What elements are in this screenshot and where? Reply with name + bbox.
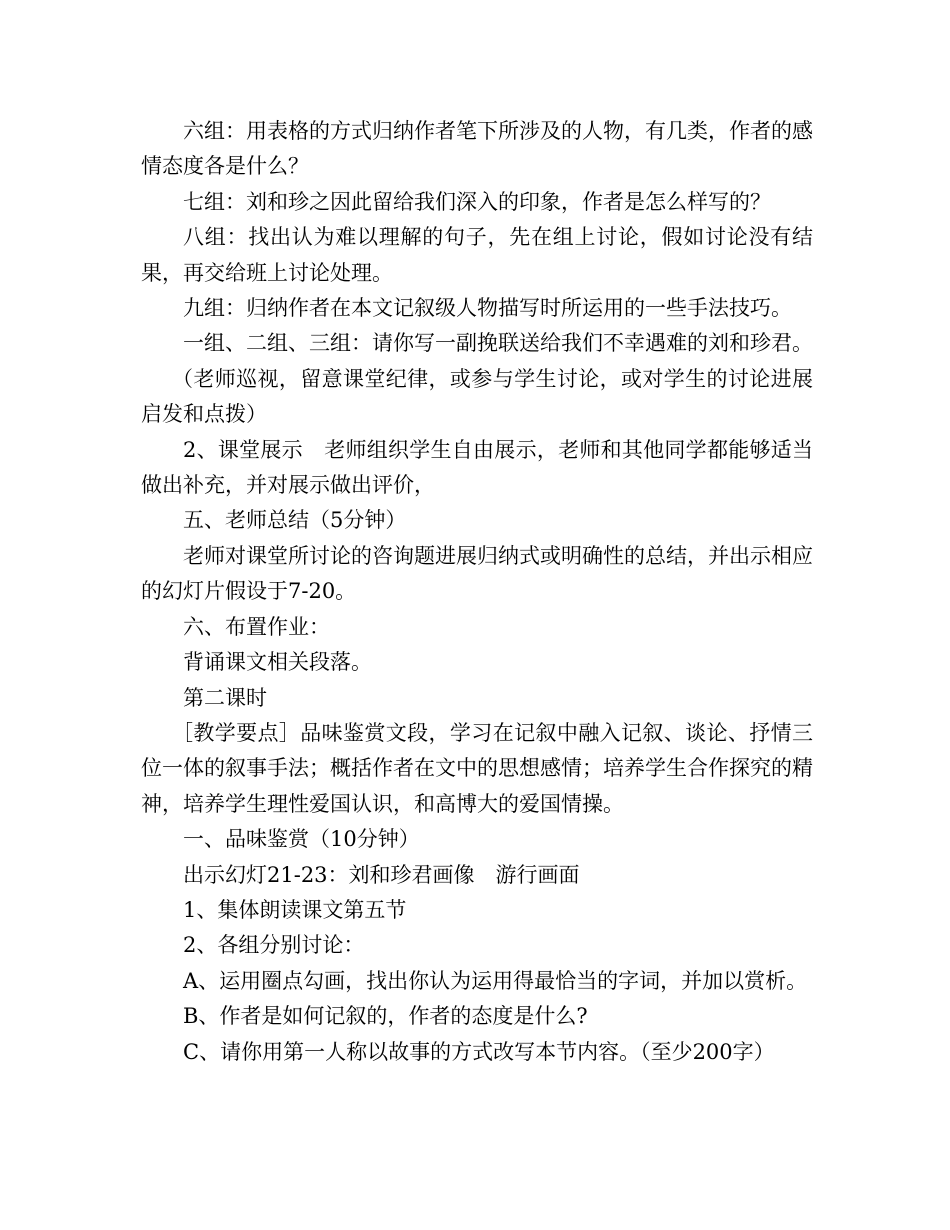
heading-teacher-summary: 五、老师总结（5分钟）	[183, 508, 407, 533]
paragraph-group-seven-task: 七组：刘和珍之因此留给我们深入的印象，作者是怎么样写的？	[183, 189, 771, 214]
heading-appreciation: 一、品味鉴赏（10分钟）	[183, 827, 420, 852]
paragraph-teacher-patrol-note: （老师巡视，留意课堂纪律，或参与学生讨论，或对学生的讨论进展启发和点拨）	[141, 366, 813, 427]
paragraph-homework: 背诵课文相关段落。	[183, 650, 372, 675]
list-item-reading: 1、集体朗读课文第五节	[183, 897, 407, 922]
heading-homework: 六、布置作业：	[183, 614, 330, 639]
paragraph-group-eight-task: 八组：找出认为难以理解的句子，先在组上讨论，假如讨论没有结果，再交给班上讨论处理。	[141, 225, 813, 285]
paragraph-class-presentation: 2、课堂展示 老师组织学生自由展示，老师和其他同学都能够适当做出补充，并对展示做出评价，	[141, 437, 813, 498]
heading-second-lesson: 第二课时	[183, 685, 267, 710]
paragraph-teacher-summary: 老师对课堂所讨论的咨询题进展归纳式或明确性的总结，并出示相应的幻灯片假设于7-20。	[141, 543, 813, 604]
paragraph-groups-one-to-three-task: 一组、二组、三组：请你写一副挽联送给我们不幸遇难的刘和珍君。	[183, 331, 813, 356]
paragraph-group-nine-task: 九组：归纳作者在本文记叙级人物描写时所运用的一些手法技巧。	[183, 296, 792, 321]
paragraph-teaching-points: ［教学要点］品味鉴赏文段，学习在记叙中融入记叙、谈论、抒情三位一体的叙事手法；概括作者在文中的思想感情；培养学生合作探究的精神，培养学生理性爱国认识，和高博大的爱国情操。	[141, 720, 813, 816]
paragraph-slides: 出示幻灯21-23：刘和珍君画像 游行画面	[183, 862, 580, 887]
paragraph-group-six-task: 六组：用表格的方式归纳作者笔下所涉及的人物，有几类，作者的感情态度各是什么？	[141, 119, 813, 179]
list-item-c: C、请你用第一人称以故事的方式改写本节内容。（至少200字）	[183, 1039, 775, 1064]
document-body	[141, 114, 813, 1070]
list-item-a: A、运用圈点勾画，找出你认为运用得最恰当的字词，并加以赏析。	[183, 968, 808, 993]
list-item-discussion: 2、各组分别讨论：	[183, 933, 365, 958]
list-item-b: B、作者是如何记叙的，作者的态度是什么?	[183, 1004, 588, 1029]
